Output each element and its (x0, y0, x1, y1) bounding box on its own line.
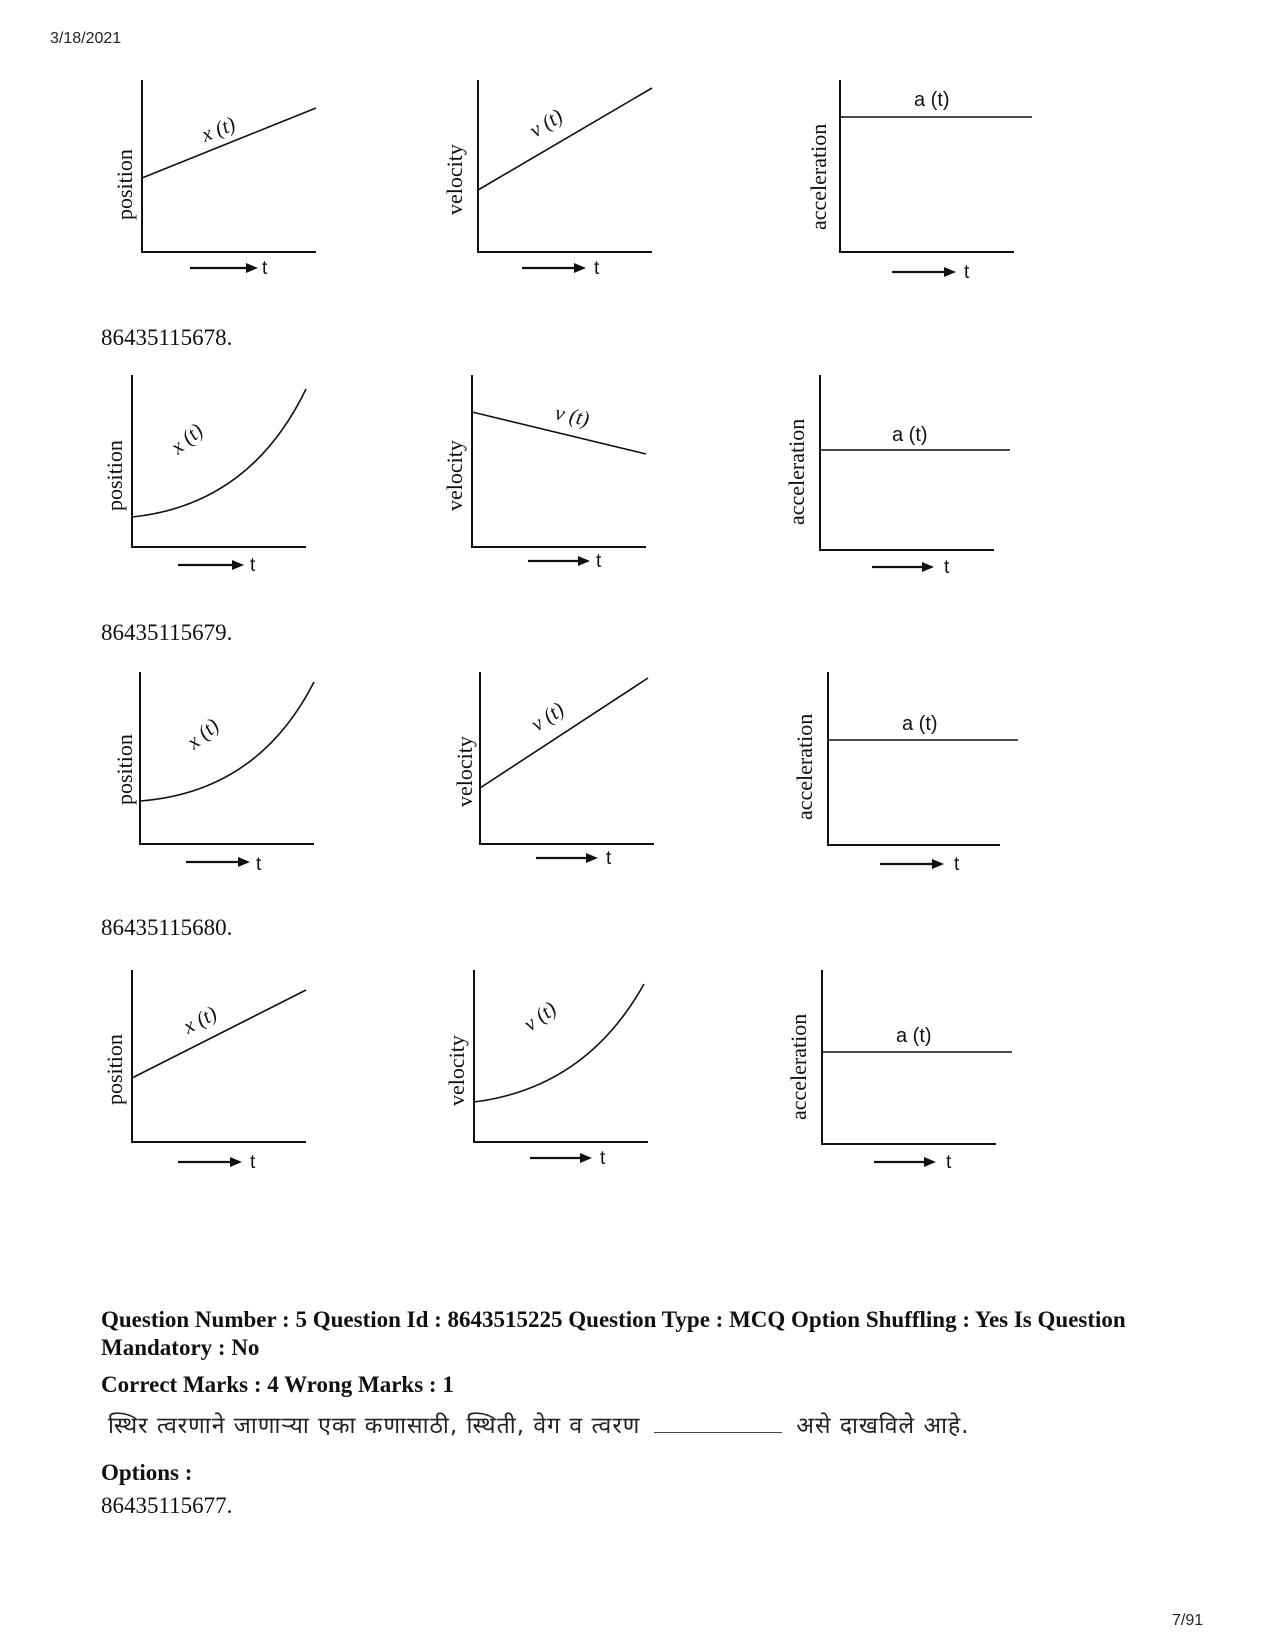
question-blank (654, 1418, 782, 1433)
graph-velocity (446, 950, 676, 1190)
axis-label-position: position (102, 1034, 127, 1105)
curve-label-x-t: x (t) (179, 1001, 221, 1039)
graph-acceleration (784, 355, 1022, 595)
option-id: 86435115679. (101, 620, 233, 645)
axis-label-t: t (944, 557, 950, 578)
axes (828, 672, 1000, 845)
graph-position (110, 60, 340, 300)
option-id: 86435115680. (101, 915, 233, 940)
axis-label-acceleration: acceleration (784, 418, 809, 525)
curve-label-v-t: v (t) (518, 996, 561, 1037)
header-date: 3/18/2021 (50, 30, 122, 47)
axis-label-t: t (250, 1152, 256, 1173)
axes (822, 970, 996, 1144)
axis-label-t: t (262, 258, 268, 279)
curve-v-t-linear (478, 88, 652, 190)
question-text (108, 1408, 1188, 1440)
graph-row-option-3 (0, 950, 1275, 1190)
axis-label-velocity: velocity (452, 736, 477, 807)
graph-acceleration (806, 60, 1040, 300)
curve-x-t-parabolic (140, 682, 314, 801)
time-arrow-head (924, 1157, 936, 1167)
axis-label-t: t (606, 848, 612, 869)
axis-label-t: t (946, 1152, 952, 1173)
option-id: 86435115677. (101, 1493, 233, 1518)
question-meta: Question Number : 5 Question Id : 8643515225 Question Type : MCQ Option Shuffling : Yes Is Question Mandatory : No (101, 1307, 1126, 1360)
axis-label-t: t (600, 1148, 606, 1169)
axis-label-t: t (596, 551, 602, 572)
graph-row-option-1 (0, 355, 1275, 595)
axis-label-acceleration: acceleration (792, 713, 817, 820)
time-arrow-head (578, 556, 590, 566)
option-id: 86435115678. (101, 325, 233, 350)
curve-label-a-t: a (t) (902, 713, 938, 735)
axis-label-velocity: velocity (442, 440, 467, 511)
axes (820, 375, 994, 550)
axis-label-velocity: velocity (442, 144, 467, 215)
curve-label-a-t: a (t) (892, 424, 928, 446)
axis-label-position: position (102, 440, 127, 511)
time-arrow-head (232, 560, 244, 570)
axes (480, 672, 654, 844)
curve-x-t-linear (132, 990, 306, 1078)
time-arrow-head (922, 562, 934, 572)
axes (140, 672, 314, 844)
axes (474, 970, 648, 1142)
time-arrow-head (230, 1157, 242, 1167)
axes (142, 80, 316, 252)
curve-v-t-linear (480, 678, 648, 788)
time-arrow-head (238, 857, 250, 867)
axis-label-position: position (112, 734, 137, 805)
time-arrow-head (580, 1153, 592, 1163)
page-number: 7/91 (1172, 1612, 1204, 1629)
axes (132, 375, 306, 547)
axis-label-acceleration: acceleration (806, 123, 831, 230)
curve-label-v-t: v (t) (526, 697, 569, 737)
curve-v-t-parabolic (474, 984, 644, 1102)
axis-label-t: t (256, 854, 262, 875)
graph-velocity (452, 652, 682, 892)
time-arrow-head (574, 263, 586, 273)
axis-label-t: t (964, 262, 970, 283)
graph-row-option-2 (0, 652, 1275, 892)
graph-row-previous-option (0, 60, 1275, 300)
graph-acceleration (786, 950, 1024, 1190)
question-text-before: स्थिर त्वरणाने जाणाऱ्या एका कणासाठी, स्थिती, वेग व त्वरण (108, 1413, 641, 1439)
axis-label-t: t (250, 555, 256, 576)
curve-label-v-t: v (t) (552, 400, 592, 432)
axis-label-velocity: velocity (444, 1035, 469, 1106)
graph-velocity (442, 60, 680, 300)
curve-label-a-t: a (t) (896, 1025, 932, 1047)
graph-position (100, 355, 330, 595)
axis-label-acceleration: acceleration (786, 1013, 811, 1120)
time-arrow-head (944, 267, 956, 277)
curve-label-v-t: v (t) (524, 103, 567, 143)
graph-position (108, 652, 338, 892)
time-arrow-head (932, 859, 944, 869)
curve-label-x-t: x (t) (181, 713, 224, 754)
options-label: Options : (101, 1460, 193, 1485)
time-arrow-head (246, 263, 258, 273)
axes (478, 80, 652, 252)
graph-position (100, 950, 330, 1190)
axes (132, 970, 306, 1142)
axis-label-t: t (954, 854, 960, 875)
curve-x-t-parabolic (132, 389, 306, 517)
axis-label-position: position (112, 149, 137, 220)
curve-label-a-t: a (t) (914, 89, 950, 111)
graph-acceleration (792, 652, 1030, 892)
question-marks: Correct Marks : 4 Wrong Marks : 1 (101, 1372, 454, 1397)
curve-label-x-t: x (t) (165, 418, 208, 459)
time-arrow-head (586, 853, 598, 863)
graph-velocity (444, 355, 674, 595)
curve-label-x-t: x (t) (197, 111, 239, 147)
axis-label-t: t (594, 258, 600, 279)
question-text-after: असे दाखविले आहे. (796, 1413, 970, 1439)
